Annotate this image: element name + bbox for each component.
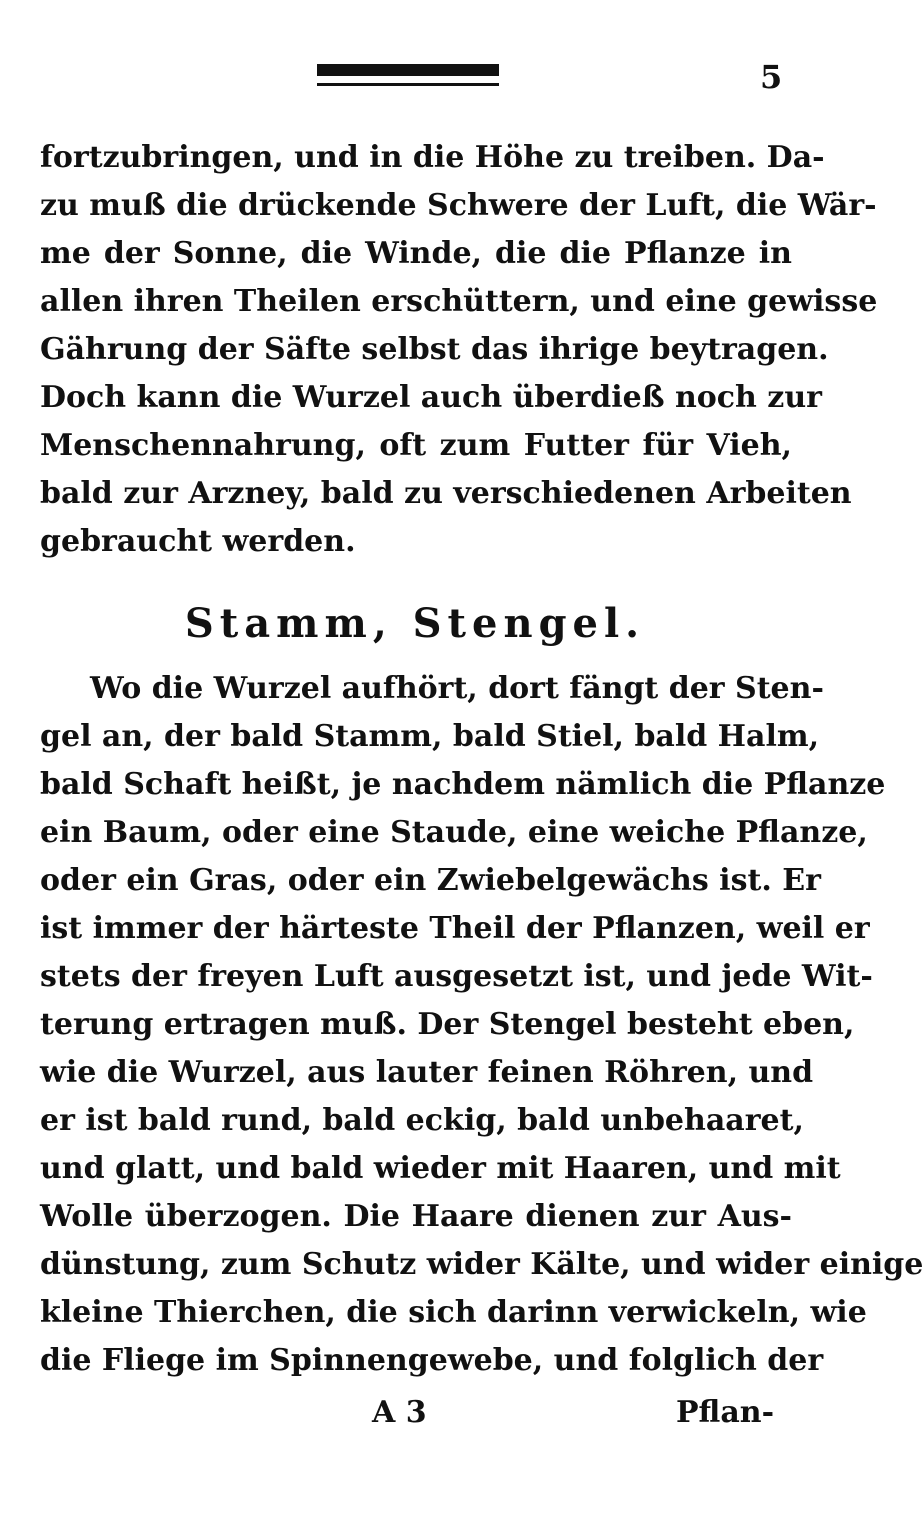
text-line: wie die Wurzel, aus lauter feinen Röhren, und bbox=[40, 1055, 814, 1090]
catchword: Pflan- bbox=[676, 1395, 775, 1430]
section-heading: Stamm, Stengel. bbox=[184, 600, 646, 647]
text-line: Gährung der Säfte selbst das ihrige beytragen. bbox=[40, 332, 829, 367]
text-line: terung ertragen muß. Der Stengel besteht eben, bbox=[40, 1007, 855, 1042]
text-line: und glatt, und bald wieder mit Haaren, und mit bbox=[40, 1151, 841, 1186]
text-line: bald zur Arzney, bald zu verschiedenen Arbeiten bbox=[40, 476, 852, 511]
header-rule-thin bbox=[317, 83, 499, 86]
text-line: Doch kann die Wurzel auch überdieß noch zur bbox=[40, 380, 822, 415]
text-line: Wo die Wurzel aufhört, dort fängt der Sten- bbox=[90, 671, 824, 706]
text-line: er ist bald rund, bald eckig, bald unbehaaret, bbox=[40, 1103, 804, 1138]
text-line: kleine Thierchen, die sich darinn verwickeln, wie bbox=[40, 1295, 867, 1330]
text-line: die Fliege im Spinnengewebe, und folglich der bbox=[40, 1343, 824, 1378]
page-number: 5 bbox=[760, 58, 783, 96]
signature-mark: A 3 bbox=[372, 1395, 427, 1430]
text-line: Menschennahrung, oft zum Futter für Vieh, bbox=[40, 428, 792, 463]
header-rule-thick bbox=[317, 64, 499, 76]
text-line: gebraucht werden. bbox=[40, 524, 356, 559]
text-line: gel an, der bald Stamm, bald Stiel, bald Halm, bbox=[40, 719, 820, 754]
text-line: me der Sonne, die Winde, die die Pflanze in bbox=[40, 236, 792, 271]
text-line: Wolle überzogen. Die Haare dienen zur Aus- bbox=[40, 1199, 792, 1234]
text-line: fortzubringen, und in die Höhe zu treiben. Da- bbox=[40, 140, 825, 175]
text-line: zu muß die drückende Schwere der Luft, die Wär- bbox=[40, 188, 877, 223]
text-line: allen ihren Theilen erschüttern, und eine gewisse bbox=[40, 284, 878, 319]
text-line: dünstung, zum Schutz wider Kälte, und wider einige bbox=[40, 1247, 923, 1282]
paragraph-continuation bbox=[40, 134, 878, 566]
text-line: ein Baum, oder eine Staude, eine weiche Pflanze, bbox=[40, 815, 868, 850]
text-line: oder ein Gras, oder ein Zwiebelgewächs ist. Er bbox=[40, 863, 821, 898]
text-line: ist immer der härteste Theil der Pflanzen, weil er bbox=[40, 911, 870, 946]
text-line: stets der freyen Luft ausgesetzt ist, und jede Wit- bbox=[40, 959, 873, 994]
section-paragraph bbox=[40, 665, 923, 1385]
text-line: bald Schaft heißt, je nachdem nämlich die Pflanze bbox=[40, 767, 886, 802]
